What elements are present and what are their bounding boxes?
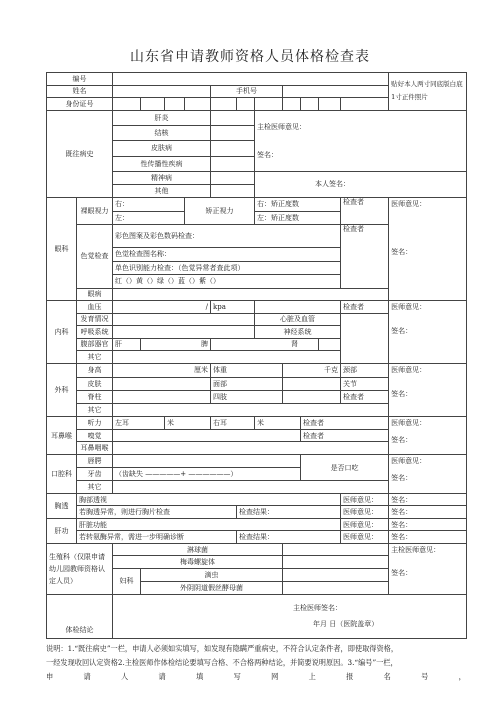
spleen: 脾 <box>141 338 211 351</box>
eye-disease: 眼病 <box>77 288 113 301</box>
doctor-opinion-label: 医师意见： <box>341 531 389 544</box>
doctor-opinion-label: 医师意见： <box>341 518 389 531</box>
doctor-opinion-label: 医师意见： <box>391 199 427 208</box>
history-item: 精神病 <box>113 171 211 185</box>
chief-doctor-sign: 主检医师签名： <box>293 604 342 613</box>
stutter: 是否口吃 <box>301 455 389 481</box>
limbs-field[interactable] <box>283 390 341 403</box>
number-field[interactable] <box>113 73 389 86</box>
throat-field[interactable] <box>113 442 389 455</box>
right-ear: 右耳 <box>211 416 255 429</box>
bp-slash: / <box>113 301 211 314</box>
missing-teeth: （齿缺失 —————+ ——————） <box>113 468 301 481</box>
development-field[interactable] <box>113 313 255 326</box>
lip-field[interactable] <box>113 455 301 468</box>
history-answer[interactable] <box>211 141 255 156</box>
ent-opinion <box>389 416 467 455</box>
sign-label: 签名： <box>389 518 467 531</box>
gyn-opinion <box>389 543 467 594</box>
note-char: 申 <box>46 672 54 681</box>
mouth-other-field[interactable] <box>113 480 389 493</box>
liver-label: 肝功 <box>47 518 77 543</box>
internal-label: 内科 <box>47 301 77 364</box>
inspector-label: 检查者 <box>341 225 389 289</box>
gyn-label: 生殖科（仅限申请幼儿园教师资格认定人员） <box>47 543 113 594</box>
doctor-opinion-label: 医师意见： <box>391 418 427 427</box>
spine-field[interactable] <box>113 390 211 403</box>
sign-label: 签名： <box>391 327 413 336</box>
gonococcus-field[interactable] <box>283 543 389 556</box>
sign-label: 签名： <box>389 493 467 506</box>
sign-label: 签名： <box>391 247 413 256</box>
history-answer[interactable] <box>211 125 255 140</box>
internal-other: 其它 <box>77 351 113 364</box>
lip: 唇腭 <box>77 455 113 468</box>
inspector-label: 检查者 <box>341 301 389 314</box>
weight: 体重 <box>211 363 283 377</box>
inspector-label: 检查者 <box>341 197 389 224</box>
chest-abnormal: 若胸透异常，则进行胸片检查 <box>77 506 237 519</box>
internal-other-field[interactable] <box>113 351 341 364</box>
trichomonas-field[interactable] <box>283 568 389 582</box>
note-char: 填 <box>196 672 204 681</box>
hearing: 听力 <box>77 416 113 429</box>
height: 身高 <box>77 363 113 377</box>
joint: 关节 <box>341 377 389 390</box>
id-cell[interactable] <box>113 98 141 111</box>
id-cell[interactable] <box>283 98 301 111</box>
id-label: 身份证号 <box>47 98 113 111</box>
face: 面部 <box>211 377 283 390</box>
inspector-label: 检查者 <box>301 416 389 429</box>
respiratory: 呼吸系统 <box>77 326 113 339</box>
note-char: 写 <box>233 672 241 681</box>
phone-label: 手机号 <box>211 85 283 98</box>
ent-label: 耳鼻喉 <box>47 416 77 455</box>
id-cell[interactable] <box>237 98 255 111</box>
note-char: 报 <box>346 672 354 681</box>
notes <box>46 642 466 684</box>
person-sign: 本人签名： <box>255 171 467 197</box>
candida-field[interactable] <box>283 582 389 595</box>
surgery-other-field[interactable] <box>113 403 389 416</box>
conclusion-label: 体检结论 <box>47 594 113 638</box>
gonococcus: 淋球菌 <box>113 543 283 556</box>
doctor-opinion-label: 医师意见： <box>341 506 389 519</box>
sign-label: 签名： <box>389 531 467 544</box>
history-item: 结核 <box>113 125 211 140</box>
meter-unit: 米 <box>255 416 301 429</box>
development: 发育情况 <box>77 313 113 326</box>
mouth-other: 其它 <box>77 480 113 493</box>
internal-opinion <box>389 301 467 364</box>
note-char: ， <box>458 672 466 681</box>
eye-label: 眼科 <box>47 197 77 300</box>
color-test-4: 红（）黄（）绿（）蓝（）紫（） <box>113 275 341 289</box>
eye-opinion <box>389 197 467 300</box>
gynecology: 妇科 <box>113 568 141 594</box>
color-test-3: 单色识别能力检查：（色觉异常者查此项） <box>113 261 341 275</box>
surgery-other: 其它 <box>77 403 113 416</box>
skin-field[interactable] <box>113 377 211 390</box>
conclusion-field <box>113 594 467 638</box>
id-cell[interactable] <box>185 98 211 111</box>
history-answer[interactable] <box>211 185 255 198</box>
doctor-opinion-label: 主检医师意见： <box>391 545 441 554</box>
right-eye: 右： <box>113 197 185 211</box>
result-label: 检查结果： <box>237 531 341 544</box>
note-line-2: 一经发现收回认定资格2.主检医师作体检结论要填写合格、不合格两种结论，并简要说明原因。3.“编号”一栏， <box>46 658 398 667</box>
meter-unit: 米 <box>165 416 211 429</box>
syphilis-field[interactable] <box>283 556 389 569</box>
doctor-opinion-label: 医师意见： <box>391 303 427 312</box>
history-answer[interactable] <box>211 156 255 171</box>
mouth-opinion <box>389 455 467 494</box>
color-test-1: 彩色图案及彩色数码检查： <box>113 225 341 248</box>
sign-label: 签名： <box>257 150 278 159</box>
smell-field[interactable] <box>113 429 301 442</box>
left-eye: 左： <box>113 211 185 225</box>
note-char: 上 <box>308 672 316 681</box>
inspector-label: 检查者 <box>341 390 389 403</box>
limbs: 四肢 <box>211 390 283 403</box>
id-cell[interactable] <box>255 98 283 111</box>
number-label: 编号 <box>47 73 113 86</box>
left-ear: 左耳 <box>113 416 165 429</box>
name-field[interactable] <box>113 85 211 98</box>
history-answer[interactable] <box>211 110 255 125</box>
id-cell[interactable] <box>319 98 341 111</box>
phone-field[interactable] <box>283 85 389 98</box>
heart: 心脏及血管 <box>255 313 341 326</box>
surgery-label: 外科 <box>47 363 77 416</box>
doctor-opinion-label: 医师意见： <box>391 365 427 374</box>
doctor-opinion-label: 医师意见： <box>391 457 427 466</box>
corrected-vision-label: 矫正视力 <box>185 197 255 224</box>
trichomonas: 滴虫 <box>141 568 283 582</box>
face-field[interactable] <box>283 377 341 390</box>
photo-box: 贴好本人两寸同底版白底1寸正件照片 <box>389 73 467 111</box>
history-item: 肝炎 <box>113 110 211 125</box>
abdomen-blank <box>319 338 341 351</box>
candida: 外阴阴道假丝酵母菌 <box>141 582 283 595</box>
spine: 脊柱 <box>77 390 113 403</box>
eye-disease-field[interactable] <box>113 288 389 301</box>
throat: 耳鼻咽喉 <box>77 442 113 455</box>
doctor-opinion-label: 医师意见： <box>341 493 389 506</box>
name-label: 姓名 <box>47 85 113 98</box>
doctor-opinion-label: 主检医师意见： <box>257 122 306 131</box>
respiratory-field[interactable] <box>113 326 255 339</box>
id-cell[interactable] <box>165 98 185 111</box>
note-char: 请 <box>158 672 166 681</box>
vision-label: 裸眼视力 <box>77 197 113 224</box>
id-cell[interactable] <box>301 98 319 111</box>
skin: 皮肤 <box>77 377 113 390</box>
note-char: 请 <box>83 672 91 681</box>
surgery-opinion <box>389 363 467 416</box>
liver-abnormal: 若转氨酶异常，需进一步明确诊断 <box>77 531 237 544</box>
note-char: 名 <box>383 672 391 681</box>
smell: 嗅觉 <box>77 429 113 442</box>
result-label: 检查结果： <box>237 506 341 519</box>
color-label: 色觉检查 <box>77 225 113 289</box>
history-answer[interactable] <box>211 171 255 185</box>
sign-label: 签名： <box>391 435 413 444</box>
sign-label: 签名： <box>391 474 413 483</box>
blood-pressure: 血压 <box>77 301 113 314</box>
syphilis: 梅毒螺旋体 <box>113 556 283 569</box>
history-label: 既往病史 <box>47 110 113 197</box>
neck: 颈部 <box>341 363 389 377</box>
id-cell[interactable] <box>141 98 165 111</box>
height-unit: 厘米 <box>113 363 211 377</box>
inspector-label: 检查者 <box>301 429 389 442</box>
chest-xray: 胸部透视 <box>77 493 341 506</box>
id-cell[interactable] <box>211 98 237 111</box>
liver-function: 肝脏功能 <box>77 518 341 531</box>
kidney: 肾 <box>211 338 319 351</box>
sign-label: 签名： <box>391 389 413 398</box>
internal-inspector-blank <box>341 313 389 363</box>
date-stamp: 年月 日（医院盖章） <box>313 620 379 629</box>
weight-unit: 千克 <box>283 363 341 377</box>
nervous: 神经系统 <box>255 326 341 339</box>
history-item: 其他 <box>113 185 211 198</box>
note-char: 号 <box>421 672 429 681</box>
chest-label: 胸透 <box>47 493 77 518</box>
right-corrected: 右：矫正度数 <box>255 197 341 211</box>
note-char: 人 <box>121 672 129 681</box>
note-line-3 <box>46 670 466 684</box>
sign-label: 签名： <box>389 506 467 519</box>
history-item: 皮肤病 <box>113 141 211 156</box>
note-line-1: 说明：1.“既往病史”一栏，申请人必须如实填写，如发现有隐瞒严重病史，不符合认定条件者，即使取得资格， <box>46 644 399 653</box>
bp-blank <box>255 301 341 314</box>
liver: 肝 <box>113 338 141 351</box>
color-test-2: 色觉检查图名称： <box>113 248 341 262</box>
exam-form <box>46 72 466 639</box>
history-item: 性传播性疾病 <box>113 156 211 171</box>
sign-label: 签名： <box>391 568 413 577</box>
bp-unit: kpa <box>211 301 255 314</box>
left-corrected: 左：矫正度数 <box>255 211 341 225</box>
form-title: 山东省申请教师资格人员体格检查表 <box>130 49 370 65</box>
abdomen: 腹部器官 <box>77 338 113 351</box>
teeth: 牙齿 <box>77 468 113 481</box>
note-char: 网 <box>271 672 279 681</box>
mouth-label: 口腔科 <box>47 455 77 494</box>
history-doctor <box>255 110 467 171</box>
